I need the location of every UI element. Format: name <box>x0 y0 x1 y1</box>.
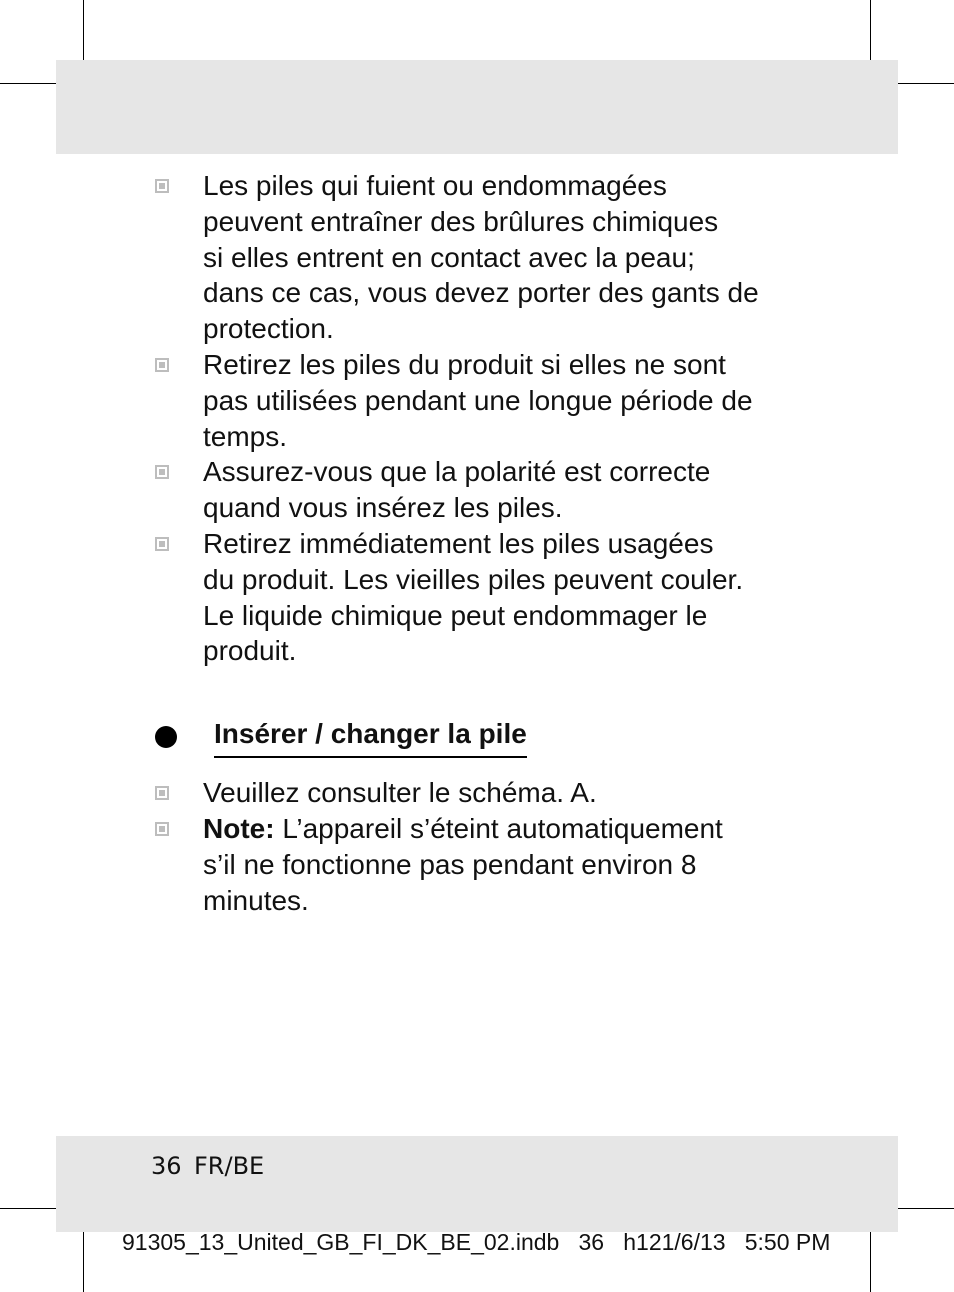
battery-bullet-list <box>150 775 810 918</box>
note-label: Note: <box>203 812 275 844</box>
square-bullet-icon <box>155 537 169 551</box>
crop-mark <box>83 0 84 60</box>
page-content <box>150 168 810 918</box>
footer-band <box>56 1136 898 1232</box>
header-band <box>56 60 898 154</box>
square-bullet-icon <box>155 786 169 800</box>
square-bullet-icon <box>155 465 169 479</box>
print-slug: 91305_13_United_GB_FI_DK_BE_02.indb 36 h121/6/13 5:50 PM <box>122 1229 831 1255</box>
crop-mark <box>0 1208 56 1209</box>
crop-mark <box>870 1232 871 1292</box>
list-item: Note: L’appareil s’éteint automatiquement s’il ne fonctionne pas pendant environ 8 minutes. <box>150 811 810 918</box>
square-bullet-icon <box>155 179 169 193</box>
page-number: 36 <box>151 1152 182 1180</box>
section-heading: Insérer / changer la pile <box>214 716 527 758</box>
list-item: Retirez les piles du produit si elles ne sont pas utilisées pendant une longue période de temps. <box>150 347 810 454</box>
list-item: Veuillez consulter le schéma. A. <box>150 775 810 811</box>
crop-mark <box>898 1208 954 1209</box>
crop-mark <box>898 83 954 84</box>
square-bullet-icon <box>155 822 169 836</box>
crop-mark <box>0 83 56 84</box>
safety-bullet-list <box>150 168 810 669</box>
filled-circle-icon <box>155 726 177 748</box>
crop-mark <box>870 0 871 60</box>
crop-mark <box>83 1232 84 1292</box>
section-header <box>150 716 810 766</box>
square-bullet-icon <box>155 358 169 372</box>
list-item: Assurez-vous que la polarité est correcte quand vous insérez les piles. <box>150 454 810 526</box>
language-code: FR/BE <box>194 1152 265 1180</box>
list-item: Les piles qui fuient ou endommagées peuvent entraîner des brûlures chimiques si elles entrent en contact avec la peau; dans ce cas, vous devez porter des gants de protection. <box>150 168 810 347</box>
list-item: Retirez immédiatement les piles usagées du produit. Les vieilles piles peuvent couler. Le liquide chimique peut endommager le produit. <box>150 526 810 669</box>
